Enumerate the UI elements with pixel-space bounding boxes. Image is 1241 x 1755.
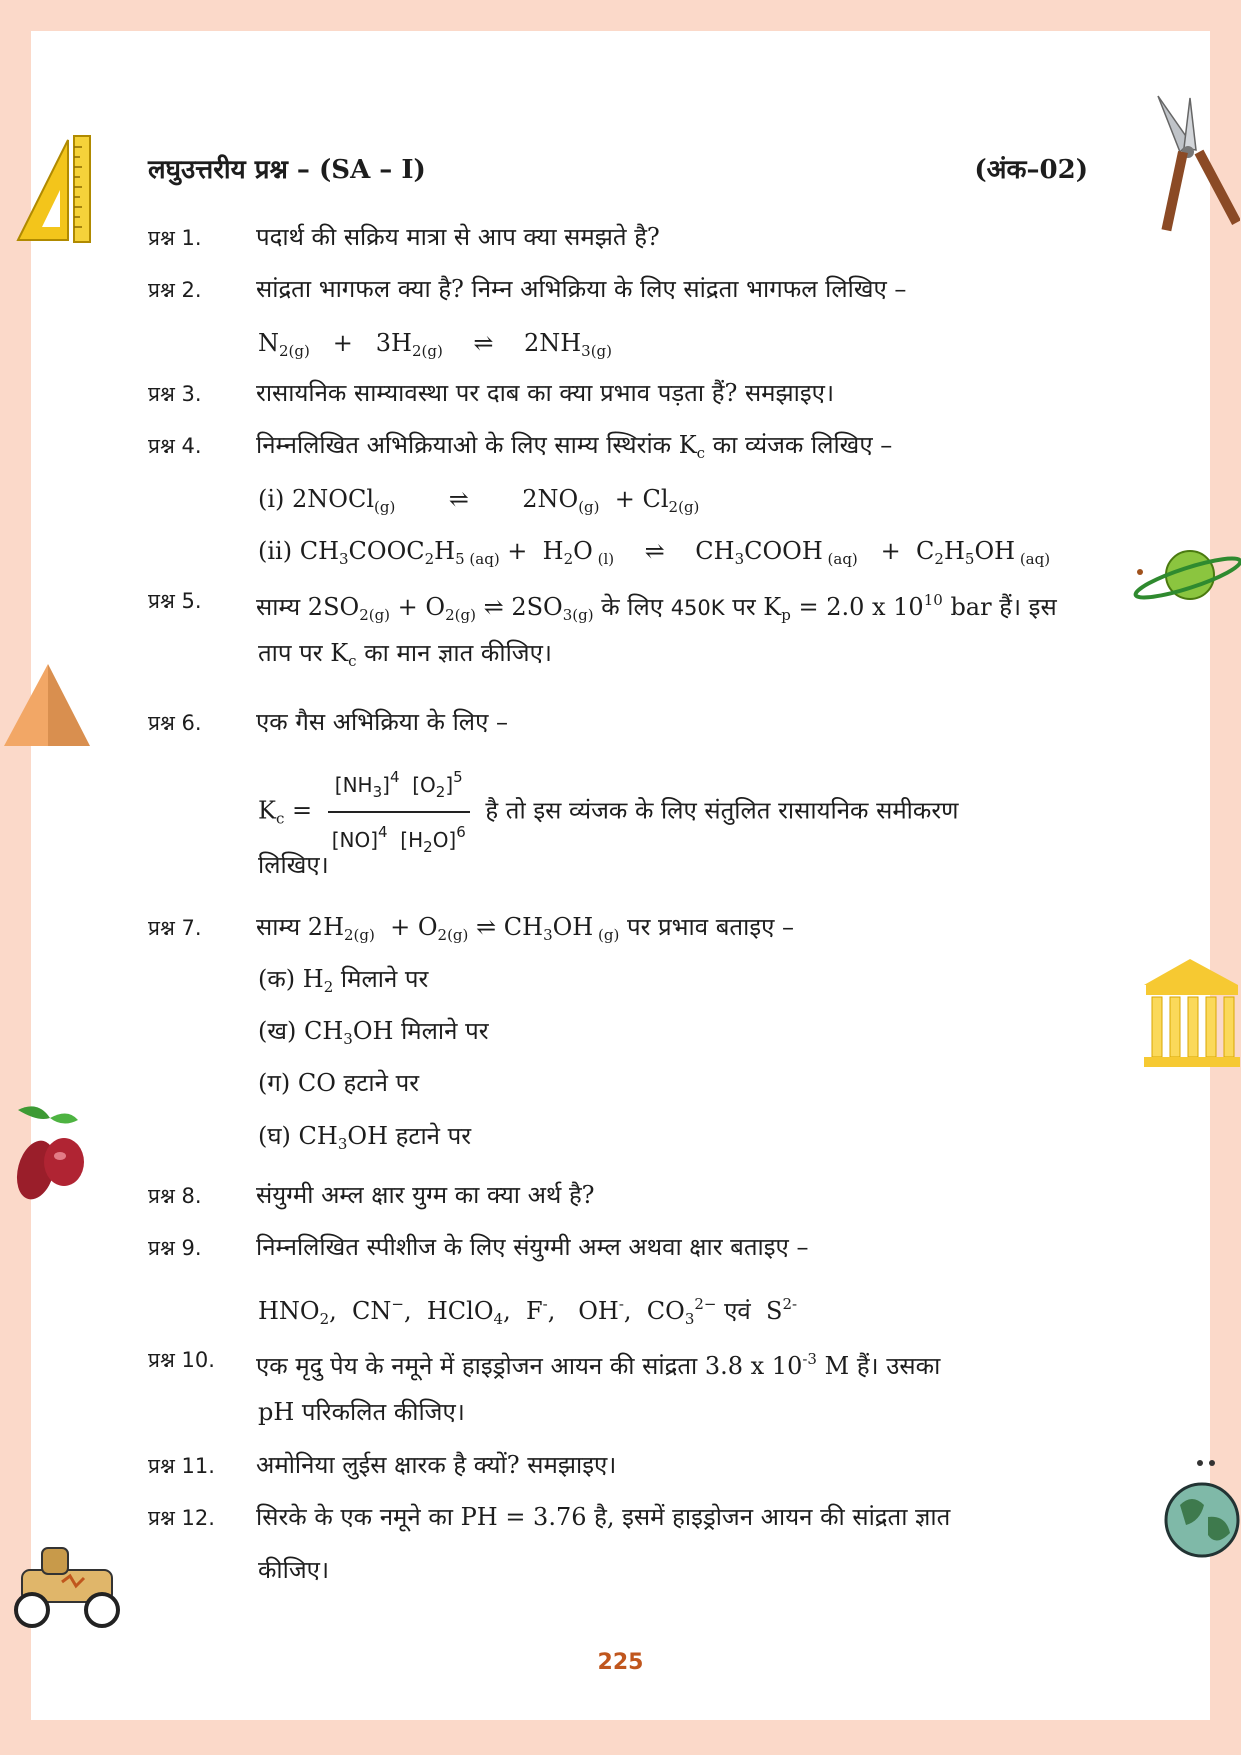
pyramid-icon	[2, 660, 92, 750]
question-6	[148, 705, 508, 740]
question-5	[148, 583, 1057, 624]
question-12	[148, 1500, 951, 1535]
garden-shears-icon	[1150, 92, 1240, 242]
question-number: प्रश्न 12.	[148, 1506, 215, 1530]
equation-q6: $K_c$ = $\frac{[NH_3]^4 [O_2]^5}{[NO]^4 [H_2O]^6}$ है तो इस व्यंजक के लिए संतुलित रासायनिक समीकरण	[258, 760, 958, 864]
greek-temple-icon	[1140, 955, 1241, 1075]
question-number: प्रश्न 1.	[148, 226, 202, 250]
page-number: 225	[597, 1650, 644, 1675]
question-number: प्रश्न 5.	[148, 589, 202, 613]
question-4	[148, 428, 893, 463]
question-2	[148, 272, 907, 307]
question-5-line2: ताप पर $K_c$ का मान ज्ञात कीजिए।	[258, 639, 552, 670]
question-7	[148, 910, 795, 945]
question-text: एक गैस अभिक्रिया के लिए –	[256, 708, 508, 736]
equation-q2: $N_{2(g)} + 3H_{2(g)}$ ⇌ $2NH_{3(g)}$	[258, 329, 613, 360]
globe-earth-icon	[1160, 1455, 1241, 1565]
question-text: सिरके के एक नमूने का PH = 3.76 है, इसमें हाइड्रोजन आयन की सांद्रता ज्ञात	[256, 1503, 951, 1531]
question-6-line2: लिखिए।	[258, 851, 329, 879]
question-text: रासायनिक साम्यावस्था पर दाब का क्या प्रभाव पड़ता हैं? समझाइए।	[256, 379, 835, 407]
question-number: प्रश्न 6.	[148, 711, 202, 735]
question-3	[148, 376, 835, 411]
question-10	[148, 1342, 941, 1380]
question-number: प्रश्न 9.	[148, 1236, 202, 1260]
section-title: लघुउत्तरीय प्रश्न – (SA – I)	[148, 155, 426, 185]
marks-label: (अंक–02)	[974, 155, 1088, 185]
question-12-line2: कीजिए।	[258, 1556, 330, 1584]
planet-saturn-icon	[1130, 540, 1241, 610]
question-text: निम्नलिखित स्पीशीज के लिए संयुग्मी अम्ल अथवा क्षार बताइए –	[256, 1233, 809, 1261]
question-number: प्रश्न 11.	[148, 1454, 215, 1478]
question-text: संयुग्मी अम्ल क्षार युग्म का क्या अर्थ है?	[256, 1181, 595, 1209]
question-number: प्रश्न 4.	[148, 434, 202, 458]
question-number: प्रश्न 7.	[148, 916, 202, 940]
section-header	[148, 150, 1088, 186]
question-text: सांद्रता भागफल क्या है? निम्न अभिक्रिया के लिए सांद्रता भागफल लिखिए –	[256, 275, 907, 303]
question-text: साम्य $2H_{2(g)} + O_{2(g)}$ ⇌ $CH_3OH$ $_{(g)}$ पर प्रभाव बताइए –	[256, 913, 795, 944]
question-1	[148, 220, 660, 255]
question-number: प्रश्न 10.	[148, 1348, 215, 1372]
species-list-q9: $HNO_2$, CN−, HClO$_4$, F-, OH-, $CO_3^{2-}$ एवं $S^{2-}$	[258, 1295, 798, 1328]
question-text: निम्नलिखित अभिक्रियाओ के लिए साम्य स्थिरांक $K_c$ का व्यंजक लिखिए –	[256, 431, 893, 462]
option-gha: (घ) $CH_3OH$ हटाने पर	[258, 1122, 472, 1153]
equation-q4-ii: (ii) $CH_3COOC_2H_{5 (aq)} + H_2O$ $_{(l)}$ ⇌ $CH_3COOH$ $_{(aq)} + C_2H_5OH$ $_{(aq)}$	[258, 537, 1051, 568]
question-text: पदार्थ की सक्रिय मात्रा से आप क्या समझते है?	[256, 223, 660, 251]
option-ka: (क) $H_2$ मिलाने पर	[258, 965, 429, 996]
kidney-beans-icon	[8, 1100, 88, 1210]
question-text: साम्य $2SO_{2(g)} + O_{2(g)}$ ⇌ $2SO_{3(g)}$ के लिए 450K पर $K_p = 2.0$ x $10^{10}$ bar हैं। इस	[256, 591, 1057, 624]
question-number: प्रश्न 8.	[148, 1184, 202, 1208]
question-11	[148, 1448, 617, 1483]
question-number: प्रश्न 2.	[148, 278, 202, 302]
equation-q4-i: (i) 2NOCl$_{(g)}$ ⇌ $2NO_{(g)} + Cl_{2(g)}$	[258, 485, 700, 516]
question-9	[148, 1230, 809, 1265]
question-text: अमोनिया लुईस क्षारक है क्यों? समझाइए।	[256, 1451, 617, 1479]
option-ga: (ग) CO हटाने पर	[258, 1069, 420, 1097]
vintage-car-icon	[2, 1530, 132, 1635]
question-8	[148, 1178, 595, 1213]
question-number: प्रश्न 3.	[148, 382, 202, 406]
question-text: एक मृदु पेय के नमूने में हाइड्रोजन आयन की सांद्रता 3.8 x $10^{-3}$ M हैं। उसका	[256, 1350, 941, 1380]
question-10-line2: pH परिकलित कीजिए।	[258, 1398, 465, 1426]
set-square-ruler-icon	[8, 132, 103, 244]
kc-fraction: $\frac{[NH_3]^4 [O_2]^5}{[NO]^4 [H_2O]^6}$	[328, 760, 470, 864]
option-kha: (ख) $CH_3OH$ मिलाने पर	[258, 1017, 489, 1048]
